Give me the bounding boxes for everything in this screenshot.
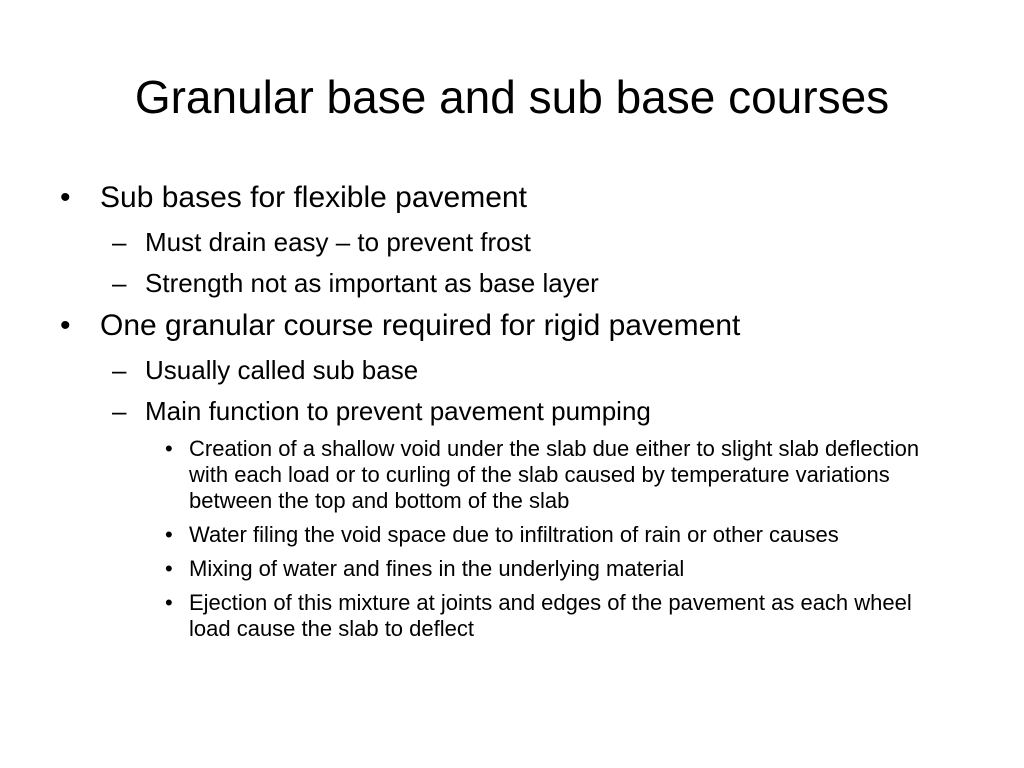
sub-sub-bullet-item (165, 556, 949, 582)
sub-sub-bullet-text: Water filing the void space due to infiltration of rain or other causes (189, 522, 839, 547)
dash-icon: – (112, 268, 127, 298)
sub-bullet-text: Strength not as important as base layer (145, 268, 599, 298)
dash-icon: – (112, 396, 127, 426)
sub-sub-bullet-item (165, 590, 949, 642)
sub-bullet-text: Usually called sub base (145, 355, 419, 385)
bullet-icon: • (60, 181, 71, 214)
bullet-list (60, 178, 960, 642)
bullet-text: Sub bases for flexible pavement (100, 181, 527, 214)
sub-bullet-item (112, 353, 960, 387)
bullet-icon: • (165, 556, 173, 581)
sub-bullet-text: Main function to prevent pavement pumping (145, 396, 651, 426)
sub-sub-bullet-item (165, 522, 949, 548)
sub-sub-bullet-text: Creation of a shallow void under the slab due either to slight slab deflection with each load or to curling of the slab caused by temperature variations between the top and bottom of the slab (189, 436, 920, 513)
bullet-text: One granular course required for rigid pavement (100, 309, 741, 342)
dash-icon: – (112, 227, 127, 257)
sub-bullet-item (112, 394, 960, 428)
bullet-item (60, 306, 960, 346)
bullet-icon: • (165, 590, 173, 615)
slide-title: Granular base and sub base courses (134, 71, 890, 123)
sub-bullet-text: Must drain easy – to prevent frost (145, 227, 531, 257)
bullet-icon: • (165, 522, 173, 547)
sub-sub-bullet-text: Mixing of water and fines in the underlying material (189, 556, 685, 581)
bullet-icon: • (165, 436, 173, 461)
sub-sub-bullet-item (165, 436, 949, 514)
bullet-icon: • (60, 309, 71, 342)
sub-sub-bullet-text: Ejection of this mixture at joints and edges of the pavement as each wheel load cause the slab to deflect (189, 590, 912, 641)
sub-bullet-item (112, 266, 960, 300)
sub-bullet-item (112, 225, 960, 259)
bullet-item (60, 178, 960, 218)
dash-icon: – (112, 355, 127, 385)
